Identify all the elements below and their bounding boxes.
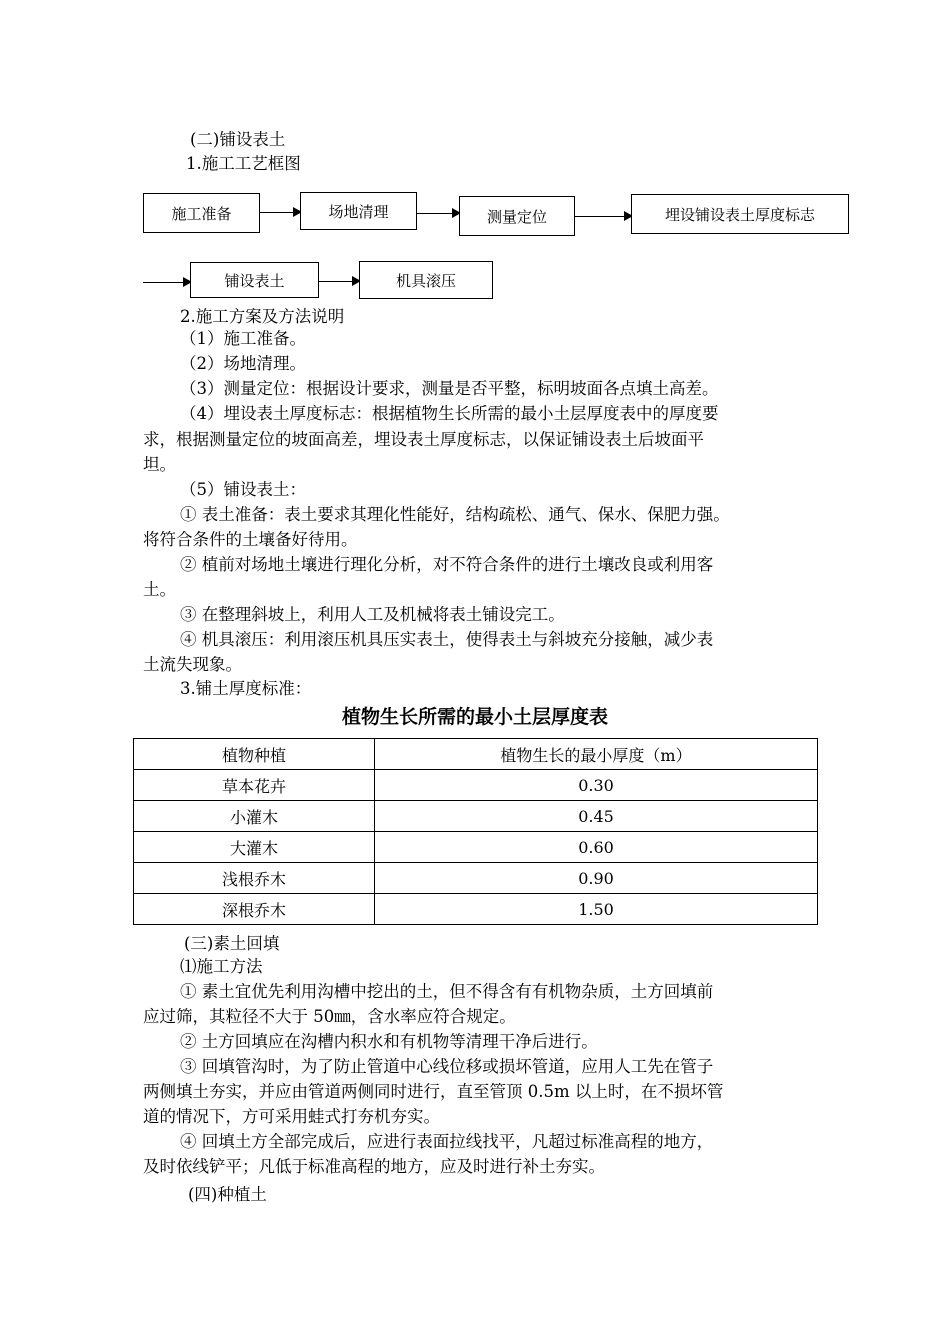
table-title: 植物生长所需的最小土层厚度表	[341, 706, 608, 728]
method-heading: 2.施工方案及方法说明	[180, 307, 345, 326]
flow-arrow-4	[143, 282, 190, 283]
table-row	[134, 894, 818, 925]
method-item3: ③ 在整理斜坡上，利用人工及机械将表土铺设完工。	[180, 605, 565, 624]
table-row	[134, 770, 818, 801]
method-p3: （3）测量定位：根据设计要求，测量是否平整，标明坡面各点填土高差。	[180, 379, 719, 398]
table-header-row	[134, 739, 818, 770]
method-p4-line2: 求，根据测量定位的坡面高差，埋设表土厚度标志，以保证铺设表土后坡面平	[143, 430, 704, 449]
table-cell-plant: 小灌木	[134, 801, 375, 832]
section3-b1-line2: 应过筛，其粒径不大于 50㎜，含水率应符合规定。	[143, 1007, 516, 1026]
section3-b4-line1: ④ 回填土方全部完成后，应进行表面拉线找平，凡超过标准高程的地方，	[180, 1132, 714, 1151]
table-cell-thickness: 0.60	[375, 832, 818, 863]
flow-arrow-2	[417, 213, 459, 214]
method-item1-line2: 将符合条件的土壤备好待用。	[143, 530, 358, 549]
flow-step-5: 铺设表土	[190, 262, 319, 298]
section-heading-4: (四)种植土	[188, 1185, 267, 1204]
flow-arrow-1	[260, 212, 300, 213]
table-cell-thickness: 0.45	[375, 801, 818, 832]
method-p4-line3: 坦。	[143, 455, 176, 474]
flow-step-1: 施工准备	[143, 193, 260, 233]
method-item4-line2: 土流失现象。	[143, 655, 242, 674]
section3-b3-line1: ③ 回填管沟时，为了防止管道中心线位移或损坏管道，应用人工先在管子	[180, 1057, 714, 1076]
method-item2-line2: 土。	[143, 580, 176, 599]
flow-step-4: 埋设铺设表土厚度标志	[631, 194, 849, 234]
section3-sub: ⑴施工方法	[180, 957, 263, 976]
method-p5: （5）铺设表土：	[180, 480, 306, 499]
table-cell-plant: 浅根乔木	[134, 863, 375, 894]
section-heading-2: (二)铺设表土	[190, 130, 286, 149]
table-cell-plant: 深根乔木	[134, 894, 375, 925]
table-row	[134, 863, 818, 894]
section3-b2: ② 土方回填应在沟槽内积水和有机物等清理干净后进行。	[180, 1032, 598, 1051]
table-cell-plant: 大灌木	[134, 832, 375, 863]
section3-b1-line1: ① 素土宜优先利用沟槽中挖出的土，但不得含有有机物杂质，土方回填前	[180, 982, 714, 1001]
table-row	[134, 832, 818, 863]
method-item4-line1: ④ 机具滚压：利用滚压机具压实表土，使得表土与斜坡充分接触，减少表	[180, 630, 714, 649]
table-header-cell: 植物生长的最小厚度（m）	[375, 739, 818, 770]
table-cell-thickness: 1.50	[375, 894, 818, 925]
section3-b3-line2: 两侧填土夯实，并应由管道两侧同时进行，直至管顶 0.5m 以上时，在不损坏管	[143, 1082, 724, 1101]
method-p1: （1）施工准备。	[180, 329, 306, 348]
thickness-heading: 3.铺土厚度标准：	[180, 679, 312, 698]
section-heading-3: (三)素土回填	[184, 934, 280, 953]
thickness-table	[133, 738, 818, 925]
flow-step-6: 机具滚压	[359, 261, 493, 299]
table-cell-plant: 草本花卉	[134, 770, 375, 801]
method-p2: （2）场地清理。	[180, 354, 306, 373]
section3-b3-line3: 道的情况下，方可采用蛙式打夯机夯实。	[143, 1107, 440, 1126]
method-p4-line1: （4）埋设表土厚度标志：根据植物生长所需的最小土层厚度表中的厚度要	[180, 404, 719, 423]
table-cell-thickness: 0.30	[375, 770, 818, 801]
flow-step-3: 测量定位	[459, 196, 575, 236]
flow-heading: 1.施工工艺框图	[186, 154, 301, 173]
flow-arrow-3	[575, 216, 631, 217]
method-item2-line1: ② 植前对场地土壤进行理化分析，对不符合条件的进行土壤改良或利用客	[180, 555, 714, 574]
section3-b4-line2: 及时依线铲平；凡低于标准高程的地方，应及时进行补土夯实。	[143, 1157, 605, 1176]
table-row	[134, 801, 818, 832]
flow-arrow-5	[319, 281, 359, 282]
table-header-cell: 植物种植	[134, 739, 375, 770]
table-cell-thickness: 0.90	[375, 863, 818, 894]
method-item1-line1: ① 表土准备：表土要求其理化性能好，结构疏松、通气、保水、保肥力强。	[180, 505, 730, 524]
flow-step-2: 场地清理	[300, 192, 417, 230]
